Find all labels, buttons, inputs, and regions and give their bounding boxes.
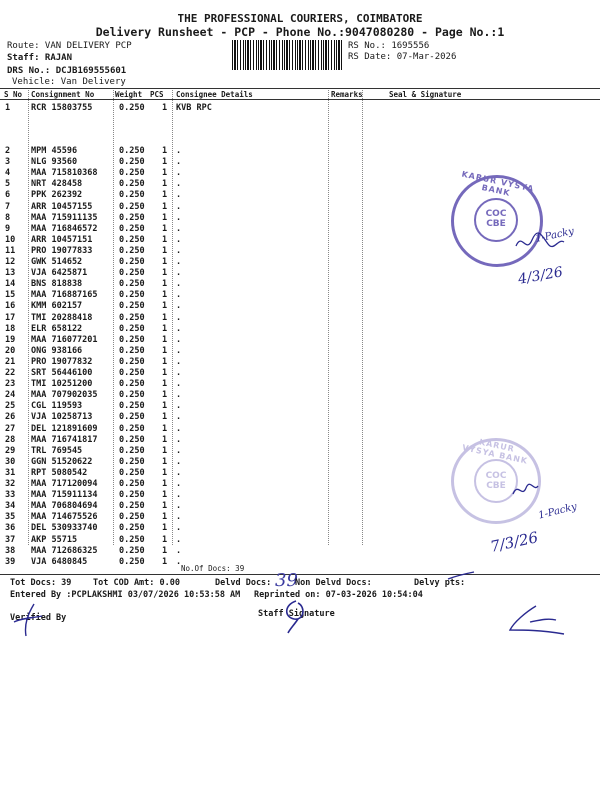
row-sno: 37: [5, 534, 16, 545]
row-weight: 0.250: [119, 157, 145, 168]
row-consignee: .: [176, 356, 182, 367]
row-consignment-no: KMM 602157: [31, 301, 83, 312]
row-consignee: .: [176, 157, 182, 168]
row-pcs: 1: [162, 223, 168, 234]
row-pcs: 1: [162, 379, 168, 390]
delivery-points: Delvy pts:: [414, 578, 466, 588]
row-consignment-no: TMI 10251200: [31, 379, 93, 390]
row-consignment-no: MAA 717120094: [31, 479, 98, 489]
row-consignment-no: DEL 121891609: [31, 423, 98, 434]
row-consignee: .: [176, 146, 182, 156]
col-pcs: PCS: [150, 90, 164, 99]
row-pcs: 1: [162, 190, 168, 201]
row-consignment-no: CGL 119593: [31, 401, 83, 412]
row-sno: 25: [5, 401, 16, 412]
row-consignment-no: MAA 715911135: [31, 212, 98, 223]
entered-by: Entered By :PCPLAKSHMI 03/07/2026 10:53:58 AM: [10, 590, 241, 600]
table-row: [0, 379, 600, 390]
row-consignment-no: ONG 938166: [31, 345, 83, 356]
row-weight: 0.250: [119, 223, 145, 234]
row-weight: 0.250: [119, 190, 145, 201]
row-consignment-no: MAA 716846572: [31, 223, 98, 234]
row-consignee: .: [176, 190, 182, 201]
row-consignment-no: MAA 706804694: [31, 501, 98, 512]
row-weight: 0.250: [119, 456, 145, 467]
row-consignee: .: [176, 179, 182, 190]
row-sno: 17: [5, 312, 16, 323]
row-consignee: .: [176, 279, 182, 290]
row-pcs: 1: [162, 157, 168, 168]
row-consignee: .: [176, 268, 182, 279]
row-weight: 0.250: [119, 434, 145, 445]
row-weight: 0.250: [119, 401, 145, 412]
col-remarks: Remarks: [331, 90, 363, 99]
row-weight: 0.250: [119, 345, 145, 356]
row-consignment-no: BNS 818838: [31, 279, 83, 290]
row-pcs: 1: [162, 456, 168, 467]
runsheet-subtitle: Delivery Runsheet - PCP - Phone No.:9047080280 - Page No.:1: [95, 25, 505, 39]
row-consignment-no: VJA 6425871: [31, 268, 88, 279]
row-sno: 1: [5, 103, 11, 113]
row-consignment-no: MPM 45596: [31, 146, 78, 156]
row-sno: 9: [5, 223, 11, 234]
table-row: [0, 368, 600, 379]
row-consignee: .: [176, 323, 182, 334]
row-pcs: 1: [162, 103, 168, 113]
row-consignment-no: RPT 5080542: [31, 467, 88, 478]
row-consignee: .: [176, 556, 182, 567]
row-consignee: .: [176, 201, 182, 212]
row-sno: 30: [5, 456, 16, 467]
row-sno: 11: [5, 245, 16, 256]
reprinted-on: Reprinted on: 07-03-2026 10:54:04: [254, 590, 423, 600]
row-sno: 7: [5, 201, 11, 212]
row-weight: 0.250: [119, 512, 145, 523]
row-pcs: 1: [162, 290, 168, 301]
row-consignment-no: MAA 716077201: [31, 334, 98, 345]
table-row: [0, 335, 600, 346]
row-consignee: .: [176, 368, 182, 378]
row-consignee: .: [176, 512, 182, 523]
row-sno: 13: [5, 268, 16, 279]
row-consignee: .: [176, 490, 182, 501]
row-consignment-no: MAA 715911134: [31, 490, 98, 501]
table-row: [0, 424, 600, 435]
row-sno: 35: [5, 512, 16, 523]
row-weight: 0.250: [119, 245, 145, 256]
row-pcs: 1: [162, 312, 168, 323]
table-row: [0, 313, 600, 324]
row-consignee: .: [176, 456, 182, 467]
row-pcs: 1: [162, 245, 168, 256]
row-consignee: KVB RPC: [176, 103, 212, 113]
row-pcs: 1: [162, 323, 168, 334]
row-weight: 0.250: [119, 323, 145, 334]
vehicle-label: Vehicle: Van Delivery: [12, 77, 126, 87]
row-pcs: 1: [162, 368, 168, 378]
row-pcs: 1: [162, 179, 168, 190]
row-consignment-no: PRO 19077833: [31, 245, 93, 256]
handwritten-count-1: 1-Packy: [534, 226, 576, 245]
row-weight: 0.250: [119, 212, 145, 223]
rs-date: RS Date: 07-Mar-2026: [348, 52, 457, 62]
row-sno: 22: [5, 368, 16, 378]
table-row: [0, 301, 600, 312]
row-pcs: 1: [162, 257, 168, 267]
stamp-center-text: COC CBE: [485, 209, 507, 229]
row-pcs: 1: [162, 234, 168, 245]
table-row: [0, 103, 600, 114]
row-sno: 24: [5, 390, 16, 401]
row-consignee: .: [176, 434, 182, 445]
row-sno: 14: [5, 279, 16, 290]
table-row: [0, 324, 600, 335]
handwritten-date-2: 7/3/26: [488, 528, 540, 556]
row-sno: 15: [5, 290, 16, 301]
table-row: [0, 390, 600, 401]
row-sno: 33: [5, 490, 16, 501]
row-weight: 0.250: [119, 334, 145, 345]
col-seal: Seal & Signature: [389, 90, 462, 99]
row-consignee: .: [176, 345, 182, 356]
row-pcs: 1: [162, 501, 168, 512]
row-pcs: 1: [162, 445, 168, 456]
row-pcs: 1: [162, 345, 168, 356]
row-consignment-no: MAA 716741817: [31, 434, 98, 445]
drs-number: DRS No.: DCJB169555601: [7, 66, 127, 76]
row-sno: 16: [5, 301, 16, 312]
row-weight: 0.250: [119, 234, 145, 245]
stamp-ring-text: KARUR VYSYA BANK: [460, 169, 536, 198]
row-weight: 0.250: [119, 179, 145, 190]
row-sno: 29: [5, 445, 16, 456]
row-pcs: 1: [162, 423, 168, 434]
row-weight: 0.250: [119, 301, 145, 312]
row-pcs: 1: [162, 512, 168, 523]
table-row: [0, 346, 600, 357]
row-sno: 20: [5, 345, 16, 356]
row-pcs: 1: [162, 401, 168, 412]
row-consignment-no: SRT 56446100: [31, 368, 93, 378]
row-sno: 2: [5, 146, 11, 156]
row-weight: 0.250: [119, 467, 145, 478]
row-consignment-no: MAA 712686325: [31, 545, 98, 556]
row-consignment-no: NRT 428458: [31, 179, 83, 190]
row-consignee: .: [176, 423, 182, 434]
table-row: [0, 146, 600, 157]
rs-number: RS No.: 1695556: [348, 41, 430, 51]
table-top-rule: [0, 88, 600, 89]
row-consignee: .: [176, 534, 182, 545]
col-weight: Weight: [115, 90, 143, 99]
footer-top-rule: [0, 574, 600, 575]
row-consignment-no: PPK 262392: [31, 190, 83, 201]
row-pcs: 1: [162, 523, 168, 534]
row-consignee: .: [176, 401, 182, 412]
row-consignment-no: MAA 716887165: [31, 290, 98, 301]
row-consignee: .: [176, 545, 182, 556]
row-consignee: .: [176, 257, 182, 267]
row-sno: 23: [5, 379, 16, 390]
row-pcs: 1: [162, 146, 168, 156]
row-weight: 0.250: [119, 146, 145, 156]
row-pcs: 1: [162, 390, 168, 401]
row-consignment-no: ARR 10457155: [31, 201, 93, 212]
row-weight: 0.250: [119, 201, 145, 212]
col-sno: S No: [4, 90, 23, 99]
row-consignee: .: [176, 290, 182, 301]
route-label: Route: VAN DELIVERY PCP: [7, 41, 132, 51]
table-row: [0, 557, 600, 568]
row-sno: 26: [5, 412, 16, 423]
row-consignee: .: [176, 390, 182, 401]
row-weight: 0.250: [119, 412, 145, 423]
row-consignment-no: ARR 10457151: [31, 234, 93, 245]
row-consignment-no: DEL 530933740: [31, 523, 98, 534]
row-pcs: 1: [162, 212, 168, 223]
row-pcs: 1: [162, 490, 168, 501]
staff-signature-label: Staff Signature: [258, 609, 335, 619]
verified-by-signature: [8, 600, 48, 640]
row-consignee: .: [176, 379, 182, 390]
tot-docs: Tot Docs: 39: [10, 578, 72, 588]
table-row: [0, 290, 600, 301]
delivered-docs-handwritten: 39: [275, 570, 298, 591]
row-weight: 0.250: [119, 479, 145, 489]
verified-by: Verified By: [10, 613, 67, 623]
receiver-signature: [500, 600, 570, 640]
row-consignment-no: RCR 15803755: [31, 103, 93, 113]
row-sno: 10: [5, 234, 16, 245]
row-consignee: .: [176, 212, 182, 223]
row-consignee: .: [176, 245, 182, 256]
row-consignee: .: [176, 467, 182, 478]
delivered-docs: Delvd Docs:: [215, 578, 272, 588]
row-weight: 0.250: [119, 356, 145, 367]
non-delivered-docs: Non Delvd Docs:: [295, 578, 372, 588]
row-consignment-no: NLG 93560: [31, 157, 78, 168]
row-sno: 3: [5, 157, 11, 168]
row-consignment-no: VJA 6480845: [31, 556, 88, 567]
row-pcs: 1: [162, 479, 168, 489]
row-pcs: 1: [162, 467, 168, 478]
row-sno: 28: [5, 434, 16, 445]
row-weight: 0.250: [119, 501, 145, 512]
row-consignee: .: [176, 168, 182, 179]
row-consignee: .: [176, 312, 182, 323]
row-pcs: 1: [162, 434, 168, 445]
row-pcs: 1: [162, 545, 168, 556]
row-consignee: .: [176, 301, 182, 312]
row-pcs: 1: [162, 412, 168, 423]
row-weight: 0.250: [119, 368, 145, 378]
stamp-ring-text: KARUR VYSYA BANK: [461, 437, 529, 466]
row-weight: 0.250: [119, 379, 145, 390]
row-pcs: 1: [162, 168, 168, 179]
row-sno: 4: [5, 168, 11, 179]
row-sno: 18: [5, 323, 16, 334]
row-consignment-no: PRO 19077832: [31, 356, 93, 367]
row-sno: 32: [5, 479, 16, 489]
row-pcs: 1: [162, 279, 168, 290]
table-row: [0, 401, 600, 412]
stamp-center-text: COC CBE: [485, 471, 507, 491]
handwritten-count-2: 1-Packy: [537, 501, 579, 522]
row-weight: 0.250: [119, 534, 145, 545]
row-consignment-no: AKP 55715: [31, 534, 78, 545]
row-consignment-no: TMI 20288418: [31, 312, 93, 323]
row-consignee: .: [176, 223, 182, 234]
row-weight: 0.250: [119, 490, 145, 501]
row-consignment-no: MAA 715810368: [31, 168, 98, 179]
row-weight: 0.250: [119, 423, 145, 434]
row-weight: 0.250: [119, 556, 145, 567]
staff-signature: [276, 595, 316, 635]
row-weight: 0.250: [119, 103, 145, 113]
table-header-rule: [0, 99, 600, 100]
row-sno: 8: [5, 212, 11, 223]
row-weight: 0.250: [119, 445, 145, 456]
row-pcs: 1: [162, 556, 168, 567]
row-sno: 39: [5, 556, 16, 567]
delivery-points-mark: [446, 570, 476, 582]
tot-cod-amount: Tot COD Amt: 0.00: [93, 578, 180, 588]
table-row: [0, 268, 600, 279]
table-row: [0, 412, 600, 423]
row-weight: 0.250: [119, 523, 145, 534]
table-row: [0, 279, 600, 290]
row-consignee: .: [176, 479, 182, 489]
row-pcs: 1: [162, 201, 168, 212]
row-consignment-no: GWK 514652: [31, 257, 83, 267]
col-consignment: Consignment No: [31, 90, 95, 99]
row-consignment-no: MAA 714675526: [31, 512, 98, 523]
row-consignee: .: [176, 523, 182, 534]
row-sno: 38: [5, 545, 16, 556]
staff-label: Staff: RAJAN: [7, 53, 73, 63]
row-pcs: 1: [162, 268, 168, 279]
row-consignee: .: [176, 445, 182, 456]
row-pcs: 1: [162, 534, 168, 545]
row-weight: 0.250: [119, 257, 145, 267]
col-consignee: Consignee Details: [176, 90, 253, 99]
row-weight: 0.250: [119, 268, 145, 279]
table-row: [0, 357, 600, 368]
row-consignment-no: MAA 707902035: [31, 390, 98, 401]
row-consignee: .: [176, 234, 182, 245]
row-consignee: .: [176, 412, 182, 423]
row-weight: 0.250: [119, 290, 145, 301]
row-pcs: 1: [162, 301, 168, 312]
row-weight: 0.250: [119, 279, 145, 290]
row-consignee: .: [176, 334, 182, 345]
row-consignment-no: GGN 51520622: [31, 456, 93, 467]
row-sno: 5: [5, 179, 11, 190]
row-weight: 0.250: [119, 390, 145, 401]
company-title: THE PROFESSIONAL COURIERS, COIMBATORE: [177, 12, 423, 25]
row-consignment-no: VJA 10258713: [31, 412, 93, 423]
row-pcs: 1: [162, 356, 168, 367]
row-sno: 19: [5, 334, 16, 345]
row-sno: 6: [5, 190, 11, 201]
row-weight: 0.250: [119, 312, 145, 323]
row-weight: 0.250: [119, 168, 145, 179]
row-sno: 34: [5, 501, 16, 512]
signature-scribble-2: [510, 480, 540, 500]
handwritten-date-1: 4/3/26: [516, 264, 565, 288]
table-row: [0, 157, 600, 168]
row-consignment-no: ELR 658122: [31, 323, 83, 334]
row-sno: 21: [5, 356, 16, 367]
row-consignee: .: [176, 501, 182, 512]
row-pcs: 1: [162, 334, 168, 345]
row-sno: 36: [5, 523, 16, 534]
no-of-docs: No.Of Docs: 39: [181, 564, 245, 573]
row-weight: 0.250: [119, 545, 145, 556]
row-sno: 12: [5, 257, 16, 267]
barcode: [232, 40, 344, 70]
row-sno: 31: [5, 467, 16, 478]
row-consignment-no: TRL 769545: [31, 445, 83, 456]
row-sno: 27: [5, 423, 16, 434]
